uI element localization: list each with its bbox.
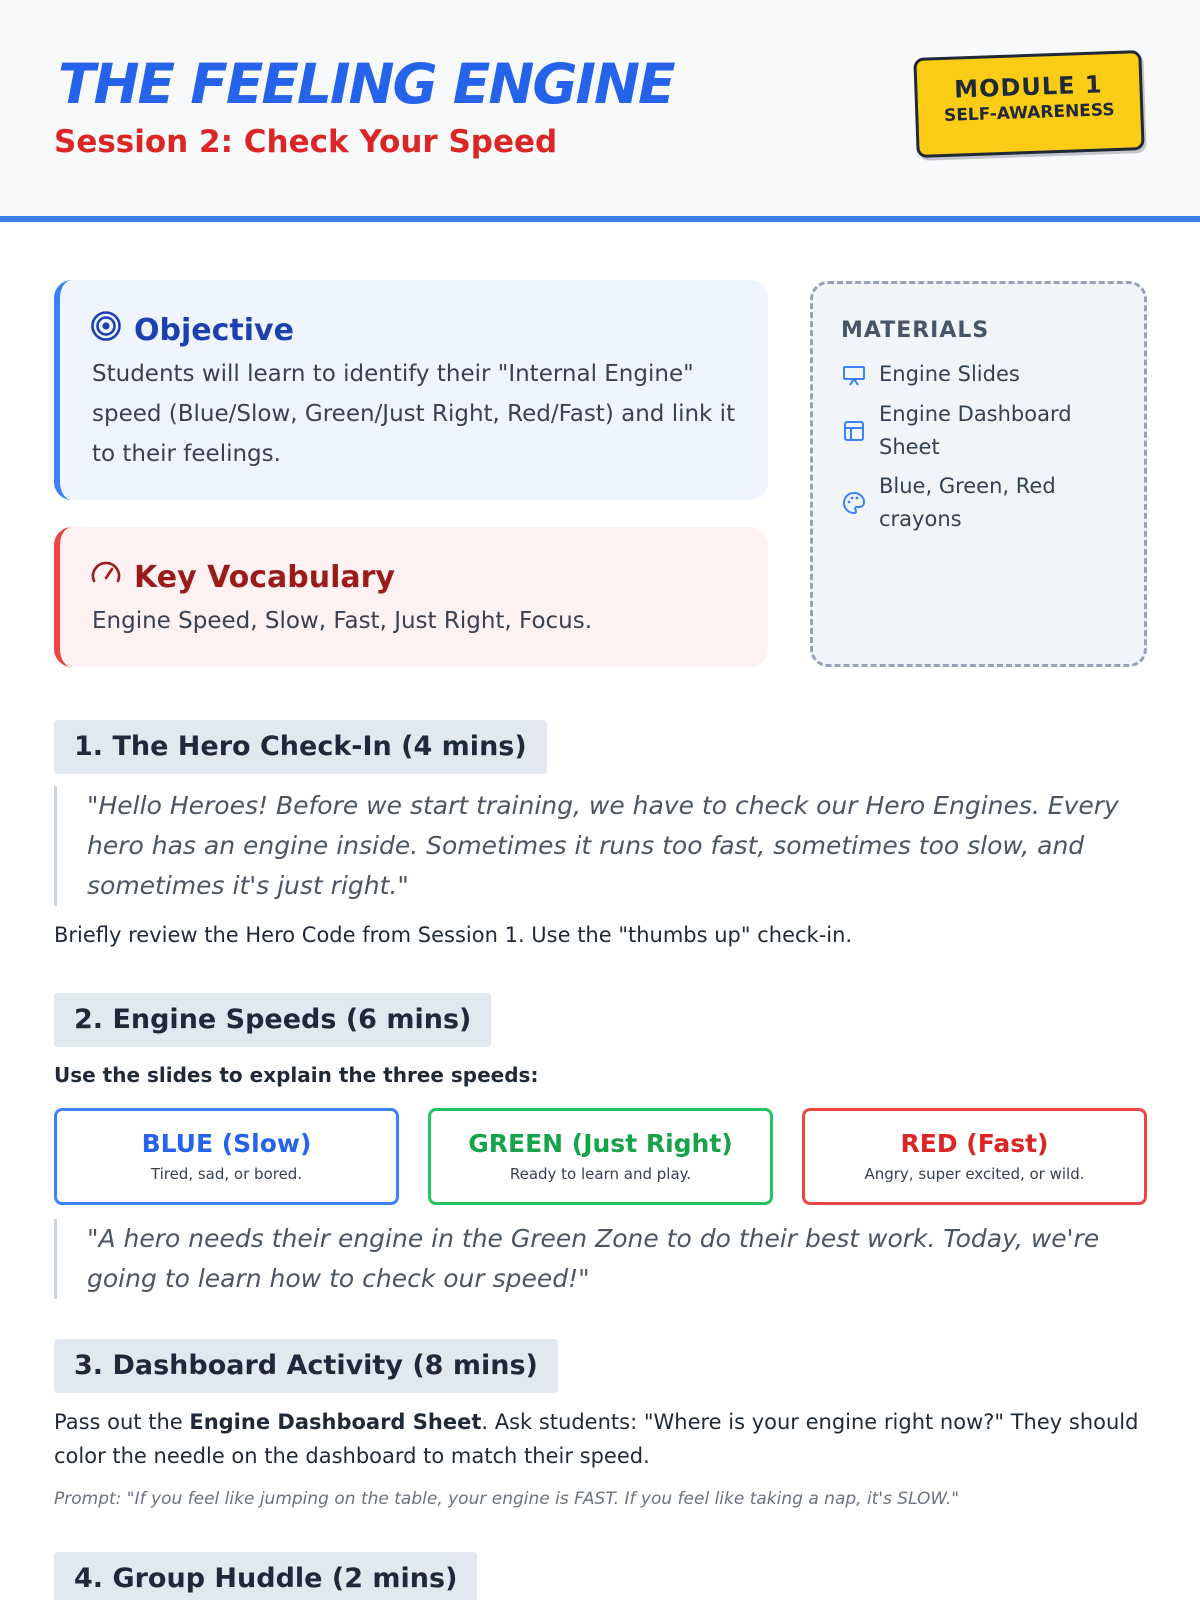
materials-box bbox=[810, 281, 1147, 667]
speed-description: Tired, sad, or bored. bbox=[150, 1165, 303, 1183]
page-title: THE FEELING ENGINE bbox=[58, 52, 674, 116]
section-heading: 4. Group Huddle (2 mins) bbox=[54, 1552, 477, 1600]
section-prompt: Prompt: "If you feel like jumping on the table, your engine is FAST. If you feel like taking a nap, it's SLOW." bbox=[54, 1489, 960, 1509]
page-header bbox=[0, 0, 1200, 222]
speed-label: RED (Fast) bbox=[900, 1129, 1049, 1158]
section-text: Briefly review the Hero Code from Session 1. Use the "thumbs up" check-in. bbox=[54, 923, 853, 947]
vocabulary-card bbox=[54, 527, 768, 667]
speed-card-blue bbox=[54, 1108, 399, 1205]
vocabulary-text: Engine Speed, Slow, Fast, Just Right, Focus. bbox=[92, 608, 593, 634]
layout-icon bbox=[841, 398, 867, 464]
materials-item-label: Engine Slides bbox=[879, 362, 1020, 386]
speed-card-red bbox=[802, 1108, 1147, 1205]
section-text bbox=[54, 1405, 1154, 1473]
section-text-start: Pass out the bbox=[54, 1410, 190, 1434]
speed-label: GREEN (Just Right) bbox=[468, 1129, 733, 1158]
page-subtitle: Session 2: Check Your Speed bbox=[54, 124, 558, 160]
vocabulary-heading: Key Vocabulary bbox=[134, 559, 395, 595]
module-badge-topic: SELF-AWARENESS bbox=[943, 100, 1115, 126]
gauge-icon bbox=[90, 557, 122, 597]
objective-header bbox=[90, 310, 294, 350]
speed-description: Ready to learn and play. bbox=[509, 1165, 692, 1183]
objective-heading: Objective bbox=[134, 312, 294, 348]
materials-item bbox=[841, 358, 1020, 391]
section-text-end: . Ask students: "Where is your engine right now?" They should color the needle on the dashboard to match their speed. bbox=[54, 1410, 1139, 1468]
presentation-icon bbox=[841, 358, 867, 391]
materials-heading: MATERIALS bbox=[841, 318, 990, 343]
target-icon bbox=[90, 310, 122, 350]
module-badge bbox=[913, 50, 1144, 158]
section-text-bold: Engine Dashboard Sheet bbox=[189, 1410, 482, 1434]
vocabulary-header bbox=[90, 557, 395, 597]
section-quote: "Hello Heroes! Before we start training, we have to check our Hero Engines. Every hero has an engine inside. Sometimes it runs too fast, sometimes too slow, and sometimes it's just right." bbox=[54, 786, 1164, 906]
materials-item-label: Engine Dashboard Sheet bbox=[879, 402, 1072, 459]
speed-card-green bbox=[428, 1108, 773, 1205]
section-heading: 2. Engine Speeds (6 mins) bbox=[54, 993, 491, 1047]
section-heading: 1. The Hero Check-In (4 mins) bbox=[54, 720, 547, 774]
section-quote: "A hero needs their engine in the Green Zone to do their best work. Today, we're going to learn how to check our speed!" bbox=[54, 1219, 1164, 1299]
materials-item-label: Blue, Green, Red crayons bbox=[879, 474, 1056, 531]
speed-label: BLUE (Slow) bbox=[141, 1129, 312, 1158]
section-heading: 3. Dashboard Activity (8 mins) bbox=[54, 1339, 558, 1393]
objective-text: Students will learn to identify their "Internal Engine" speed (Blue/Slow, Green/Just Right, Red/Fast) and link it to their feelings. bbox=[92, 361, 736, 467]
module-badge-number: MODULE 1 bbox=[953, 70, 1104, 104]
materials-item bbox=[841, 398, 1081, 464]
speed-description: Angry, super excited, or wild. bbox=[864, 1165, 1085, 1183]
section-intro: Use the slides to explain the three speeds: bbox=[54, 1063, 539, 1087]
materials-item bbox=[841, 470, 1081, 536]
palette-icon bbox=[841, 470, 867, 536]
objective-card bbox=[54, 280, 768, 500]
